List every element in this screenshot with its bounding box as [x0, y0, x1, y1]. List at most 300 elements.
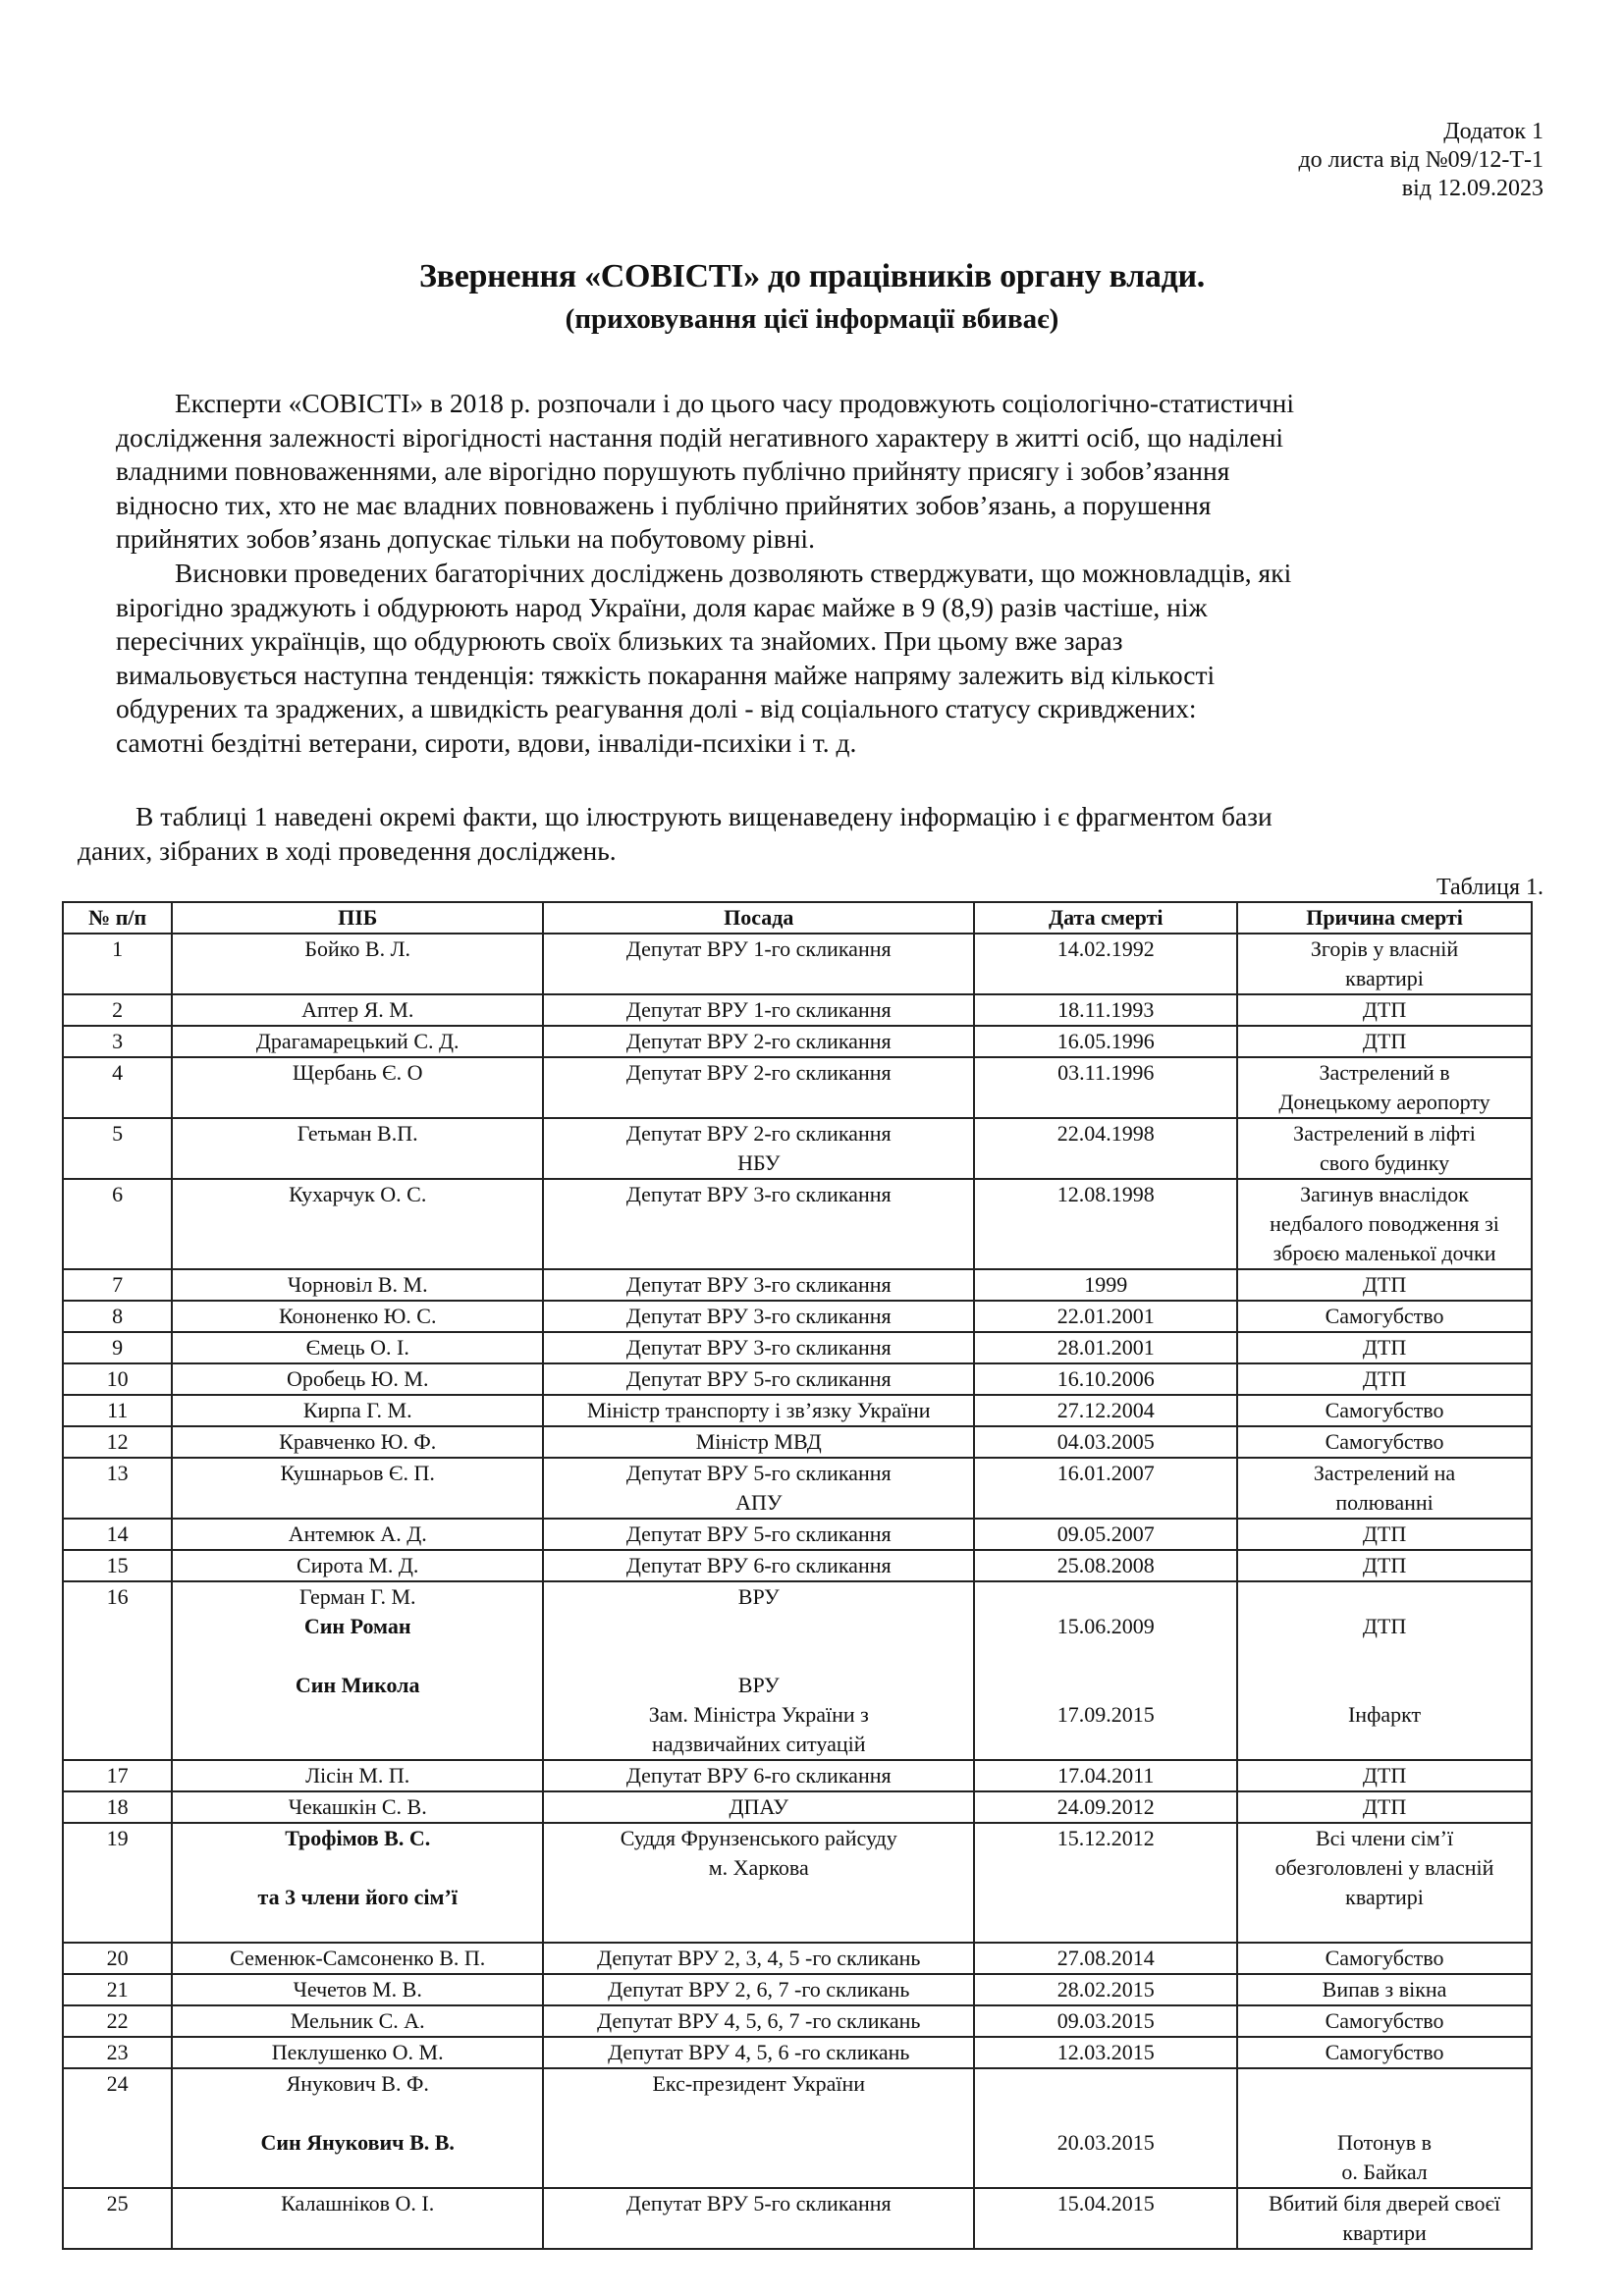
cell-position-line [548, 1641, 969, 1671]
table-row [63, 1458, 1532, 1519]
cell-position-line: Депутат ВРУ 5-го скликання [625, 2191, 892, 2216]
cell-name-line [177, 2218, 538, 2248]
cell-name [172, 1332, 543, 1363]
cell-date [974, 2037, 1237, 2068]
paragraph-line: самотні бездітні ветерани, сироти, вдови, інваліди-психіки і т. д. [116, 726, 857, 758]
cell-date-line [979, 1088, 1232, 1117]
cell-cause-line: Вбитий біля дверей своєї [1269, 2191, 1501, 2216]
cell-cause [1237, 1791, 1532, 1823]
cell-date-line [979, 2218, 1232, 2248]
cell-cause-line: Інфаркт [1347, 1702, 1422, 1727]
cell-position-line: надзвичайних ситуацій [652, 1732, 866, 1756]
paragraph-line: пересічних українців, що обдурюють своїх близьких та знайомих. При цьому вже зараз [116, 625, 1123, 656]
cell-cause-line: ДТП [1362, 1614, 1407, 1638]
cell-name-line: Драгамарецький С. Д. [255, 1029, 460, 1053]
cell-cause [1237, 1026, 1532, 1057]
table-row [63, 1974, 1532, 2005]
cell-position-line: Депутат ВРУ 2-го скликання [625, 1060, 892, 1085]
cell-name-line: Пеклушенко О. М. [271, 2040, 444, 2064]
cell-cause-line: Донецькому аеропорту [1278, 1090, 1490, 1114]
cell-name-line: Чекашкін С. В. [288, 1794, 427, 1819]
cell-position-line [548, 964, 969, 993]
cell-cause-line: квартири [1342, 2220, 1427, 2245]
cell-position-line: Депутат ВРУ 3-го скликання [625, 1335, 892, 1360]
cell-cause [1237, 2005, 1532, 2037]
cell-position [543, 1026, 974, 1057]
cell-position [543, 1332, 974, 1363]
cell-name-line [177, 1148, 538, 1178]
cell-name-line: Янукович В. Ф. [286, 2071, 429, 2096]
cell-position [543, 1426, 974, 1458]
table-row [63, 1332, 1532, 1363]
cell-name [172, 1269, 543, 1301]
cell-number [63, 1974, 172, 2005]
cell-name-line: Оробець Ю. М. [286, 1366, 429, 1391]
cell-position-line: Депутат ВРУ 6-го скликання [625, 1763, 892, 1788]
table-row [63, 934, 1532, 994]
cell-position [543, 2005, 974, 2037]
cell-position [543, 994, 974, 1026]
cell-name-line: Антемюк А. Д. [288, 1522, 427, 1546]
cell-date-line: 28.01.2001 [1056, 1335, 1155, 1360]
cell-number [63, 1118, 172, 1179]
cell-position-line [548, 1239, 969, 1268]
cell-position-line: Депутат ВРУ 3-го скликання [625, 1304, 892, 1328]
cell-name [172, 1363, 543, 1395]
cell-cause [1237, 1458, 1532, 1519]
cell-date [974, 1269, 1237, 1301]
paragraph-line: вимальовується наступна тенденція: тяжкість покарання майже напряму залежить від кількості [116, 659, 1216, 690]
cell-date-line: 1999 [1084, 1272, 1128, 1297]
cell-date [974, 1026, 1237, 1057]
cell-name-line [177, 1853, 538, 1883]
cell-number-value: 1 [112, 936, 124, 961]
table-row [63, 2188, 1532, 2249]
cell-cause-line [1242, 2099, 1527, 2128]
cell-date [974, 1363, 1237, 1395]
cell-number [63, 1026, 172, 1057]
cell-date-line: 24.09.2012 [1056, 1794, 1155, 1819]
cell-date-line: 17.04.2011 [1057, 1763, 1155, 1788]
cell-cause [1237, 1332, 1532, 1363]
cell-date [974, 1426, 1237, 1458]
cell-date-line [979, 2099, 1232, 2128]
cell-name [172, 1760, 543, 1791]
cell-cause [1237, 1943, 1532, 1974]
cell-number-value: 17 [106, 1763, 129, 1788]
table-row [63, 994, 1532, 1026]
cell-number-value: 9 [112, 1335, 124, 1360]
cell-date-line: 16.10.2006 [1056, 1366, 1155, 1391]
cell-position-line: Депутат ВРУ 4, 5, 6, 7 -го скликань [597, 2008, 921, 2033]
cell-position-line: Депутат ВРУ 2-го скликання [625, 1029, 892, 1053]
cell-name-line: Бойко В. Л. [304, 936, 410, 961]
cell-number [63, 1057, 172, 1118]
header-cause: Причина смерті [1237, 902, 1532, 934]
cell-name-line: Кононенко Ю. С. [278, 1304, 437, 1328]
cell-name-line: Кирпа Г. М. [302, 1398, 412, 1422]
cell-date-line: 17.09.2015 [1056, 1702, 1155, 1727]
cell-cause-line: Самогубство [1325, 1398, 1444, 1422]
cell-number-value: 19 [106, 1826, 129, 1850]
cell-date-line: 12.03.2015 [1056, 2040, 1155, 2064]
cell-number-value: 18 [106, 1794, 129, 1819]
cell-number [63, 934, 172, 994]
header-number: № п/п [63, 902, 172, 934]
table-row [63, 1519, 1532, 1550]
cell-position [543, 1458, 974, 1519]
cell-name [172, 1458, 543, 1519]
cell-date [974, 1943, 1237, 1974]
cell-name-line: Семенюк-Самсоненко В. П. [230, 1946, 486, 1970]
table-row [63, 2037, 1532, 2068]
cell-name [172, 1974, 543, 2005]
cell-name [172, 1426, 543, 1458]
cell-cause [1237, 1550, 1532, 1581]
cell-cause-line: Потонув в [1337, 2130, 1433, 2155]
cell-cause-line: ДТП [1362, 1522, 1407, 1546]
cell-name-line: Син Янукович В. В. [260, 2130, 455, 2155]
cell-name-line: Кравченко Ю. Ф. [279, 1429, 437, 1454]
paragraph-line: владними повноваженнями, але вірогідно порушують публічно прийняту присягу і зобов’язання [116, 455, 1230, 486]
cell-position [543, 1974, 974, 2005]
cell-name-line: Аптер Я. М. [301, 997, 414, 1022]
cell-date-line: 16.05.1996 [1056, 1029, 1155, 1053]
cell-name-line [177, 1641, 538, 1671]
cell-cause-line: обезголовлені у власній [1274, 1855, 1494, 1880]
cell-name [172, 1519, 543, 1550]
cell-position-line: НБУ [737, 1150, 781, 1175]
cell-date-line: 18.11.1993 [1057, 997, 1155, 1022]
cell-date-line: 16.01.2007 [1056, 1461, 1155, 1485]
paragraph-line: обдурених та зраджених, а швидкість реагування долі - від соціального статусу скривджених: [116, 693, 1197, 723]
cell-position [543, 1395, 974, 1426]
cell-name-line [177, 1239, 538, 1268]
cell-date [974, 1519, 1237, 1550]
cell-number [63, 1458, 172, 1519]
cell-number [63, 1519, 172, 1550]
cell-date-line: 22.04.1998 [1056, 1121, 1155, 1146]
cell-date-line: 09.05.2007 [1056, 1522, 1155, 1546]
cell-name-line [177, 1912, 538, 1942]
cell-position-line: Депутат ВРУ 5-го скликання [625, 1366, 892, 1391]
cell-name-line [177, 1730, 538, 1759]
cell-number [63, 1332, 172, 1363]
cell-date-line [979, 1912, 1232, 1942]
cell-date-line [979, 964, 1232, 993]
table-row [63, 1057, 1532, 1118]
cell-cause-line: о. Байкал [1341, 2160, 1428, 2184]
cell-position-line: Депутат ВРУ 1-го скликання [625, 997, 892, 1022]
cell-position-line [548, 2099, 969, 2128]
cell-cause-line [1242, 1730, 1527, 1759]
cell-cause-line: Випав з вікна [1322, 1977, 1447, 2002]
cell-name-line: Сирота М. Д. [297, 1553, 419, 1577]
cell-number-value: 14 [106, 1522, 129, 1546]
cell-position [543, 934, 974, 994]
cell-name [172, 934, 543, 994]
cell-name [172, 2037, 543, 2068]
table-row [63, 1026, 1532, 1057]
cell-number [63, 1791, 172, 1823]
cell-position-line: Депутат ВРУ 4, 5, 6 -го скликань [608, 2040, 910, 2064]
cell-number-value: 4 [112, 1060, 124, 1085]
cell-date-line: 04.03.2005 [1056, 1429, 1155, 1454]
cell-number-value: 12 [106, 1429, 129, 1454]
cell-number [63, 1550, 172, 1581]
cell-cause-line: Застрелений на [1313, 1461, 1456, 1485]
cell-date [974, 1458, 1237, 1519]
paragraph-experts [116, 387, 1535, 557]
cell-number-value: 10 [106, 1366, 129, 1391]
cell-number [63, 2005, 172, 2037]
cell-cause-line: ДТП [1362, 1763, 1407, 1788]
cell-date-line: 03.11.1996 [1057, 1060, 1155, 1085]
cell-cause-line [1242, 2069, 1527, 2099]
cell-name [172, 2005, 543, 2037]
cell-cause [1237, 2068, 1532, 2188]
cell-cause-line: Самогубство [1325, 1304, 1444, 1328]
cell-date-line: 27.12.2004 [1056, 1398, 1155, 1422]
cell-number [63, 2188, 172, 2249]
cell-position-line: Екс-президент України [652, 2071, 866, 2096]
cell-name-line: Син Роман [303, 1614, 411, 1638]
cell-position-line: Депутат ВРУ 2, 3, 4, 5 -го скликань [597, 1946, 921, 1970]
cell-cause-line: квартирі [1345, 1885, 1424, 1909]
cell-name [172, 1823, 543, 1943]
cell-number-value: 15 [106, 1553, 129, 1577]
cell-position [543, 1179, 974, 1269]
cell-position-line [548, 1912, 969, 1942]
cell-cause [1237, 1760, 1532, 1791]
cell-position-line: Суддя Фрунзенського райсуду [620, 1826, 897, 1850]
paragraph-line: Висновки проведених багаторічних досліджень дозволяють стверджувати, що можновладців, які [175, 558, 1292, 588]
appendix-header [1298, 118, 1543, 203]
header-name: ПІБ [172, 902, 543, 934]
cell-cause [1237, 1118, 1532, 1179]
cell-position-line [548, 2218, 969, 2248]
cell-date-line [979, 1239, 1232, 1268]
cell-cause-line: ДТП [1362, 1335, 1407, 1360]
cell-name-line [177, 1088, 538, 1117]
table-row [63, 1791, 1532, 1823]
cell-date-line: 12.08.1998 [1056, 1182, 1155, 1206]
table-header-row [63, 902, 1532, 934]
cell-position [543, 1943, 974, 1974]
cell-position-line [548, 1612, 969, 1641]
page-subtitle: (приховування цієї інформації вбиває) [565, 303, 1059, 335]
cell-name-line: Мельник С. А. [290, 2008, 425, 2033]
cell-cause [1237, 1395, 1532, 1426]
cell-cause [1237, 1179, 1532, 1269]
cell-position-line: Депутат ВРУ 1-го скликання [625, 936, 892, 961]
cell-position-line: Депутат ВРУ 3-го скликання [625, 1182, 892, 1206]
cell-cause [1237, 1057, 1532, 1118]
cell-position-line [548, 2158, 969, 2187]
cell-cause [1237, 1581, 1532, 1760]
cell-number [63, 2068, 172, 2188]
cell-name [172, 2068, 543, 2188]
paragraph-table-intro [78, 800, 1541, 868]
cell-cause-line: свого будинку [1320, 1150, 1450, 1175]
cell-number-value: 8 [112, 1304, 124, 1328]
cell-position [543, 1269, 974, 1301]
cell-name-line: Щербань Є. О [292, 1060, 423, 1085]
cell-cause [1237, 1426, 1532, 1458]
paragraph-line: вірогідно зраджують і обдурюють народ України, доля карає майже в 9 (8,9) разів частіше, ніж [116, 591, 1208, 622]
cell-cause-line: Самогубство [1325, 1946, 1444, 1970]
cell-position-line: АПУ [735, 1490, 783, 1515]
cell-number-value: 7 [112, 1272, 124, 1297]
cell-number [63, 1301, 172, 1332]
cell-number [63, 1943, 172, 1974]
cell-date [974, 994, 1237, 1026]
cell-position-line: ВРУ [737, 1673, 780, 1697]
cell-position-line: м. Харкова [708, 1855, 809, 1880]
cell-cause [1237, 994, 1532, 1026]
cell-name [172, 994, 543, 1026]
cell-name-line: Ємець О. І. [305, 1335, 409, 1360]
cell-cause-line: ДТП [1362, 1794, 1407, 1819]
cell-name-line [177, 2099, 538, 2128]
cell-name-line: Чечетов М. В. [293, 1977, 422, 2002]
table-row [63, 1550, 1532, 1581]
cell-date [974, 2188, 1237, 2249]
cell-name [172, 1179, 543, 1269]
cell-number [63, 1269, 172, 1301]
table-row [63, 1395, 1532, 1426]
cell-date-line [979, 2069, 1232, 2099]
cell-cause-line: ДТП [1362, 1029, 1407, 1053]
table-row [63, 1581, 1532, 1760]
cell-name-line [177, 2158, 538, 2187]
cell-number-value: 24 [106, 2071, 129, 2096]
cell-cause [1237, 2037, 1532, 2068]
cell-cause-line: Загинув внаслідок [1300, 1182, 1469, 1206]
cell-number-value: 22 [106, 2008, 129, 2033]
cell-name-line [177, 1488, 538, 1518]
cell-position [543, 1823, 974, 1943]
cell-position-line: Депутат ВРУ 2-го скликання [625, 1121, 892, 1146]
cell-position-line: Депутат ВРУ 6-го скликання [625, 1553, 892, 1577]
cell-number [63, 994, 172, 1026]
appendix-letter-ref: до листа від №09/12-Т-1 [1298, 147, 1543, 173]
cell-number-value: 21 [106, 1977, 129, 2002]
cell-number [63, 1363, 172, 1395]
cell-name [172, 2188, 543, 2249]
cell-position-line [548, 1209, 969, 1239]
cell-cause-line [1242, 1671, 1527, 1700]
paragraph-line: прийнятих зобов’язань допускає тільки на побутовому рівні. [116, 523, 815, 554]
cell-number-value: 3 [112, 1029, 124, 1053]
cell-cause [1237, 1519, 1532, 1550]
cell-number-value: 20 [106, 1946, 129, 1970]
cell-date-line: 15.06.2009 [1056, 1614, 1155, 1638]
table-body [63, 934, 1532, 2249]
cell-position-line: Депутат ВРУ 5-го скликання [625, 1522, 892, 1546]
cell-number [63, 1823, 172, 1943]
cell-date-line [979, 1582, 1232, 1612]
cell-position-line [548, 1883, 969, 1912]
cell-name-line: Гетьман В.П. [297, 1121, 418, 1146]
cell-name [172, 1301, 543, 1332]
cell-cause-line [1242, 1582, 1527, 1612]
cell-position-line: Міністр транспорту і зв’язку України [586, 1398, 931, 1422]
cell-date-line: 22.01.2001 [1056, 1304, 1155, 1328]
page-title: Звернення «СОВІСТІ» до працівників органу влади. [419, 258, 1205, 294]
cell-date [974, 1332, 1237, 1363]
cell-date-line [979, 1671, 1232, 1700]
header-position: Посада [543, 902, 974, 934]
paragraph-line: Експерти «СОВІСТІ» в 2018 р. розпочали і до цього часу продовжують соціологічно-статистичні [175, 388, 1294, 418]
cell-cause-line: Згорів у власній [1310, 936, 1459, 961]
table-row [63, 1179, 1532, 1269]
cell-name-line: Кушнарьов Є. П. [280, 1461, 435, 1485]
cell-position [543, 1363, 974, 1395]
cell-date [974, 1395, 1237, 1426]
cell-number-value: 2 [112, 997, 124, 1022]
cell-name [172, 1550, 543, 1581]
table-row [63, 2005, 1532, 2037]
table-row [63, 1760, 1532, 1791]
cell-position [543, 1301, 974, 1332]
cell-cause [1237, 934, 1532, 994]
cell-date-line: 28.02.2015 [1056, 1977, 1155, 2002]
cell-name [172, 1057, 543, 1118]
cell-number-value: 16 [106, 1584, 129, 1609]
cell-cause-line [1242, 1641, 1527, 1671]
cell-number [63, 1581, 172, 1760]
cell-position [543, 1519, 974, 1550]
cell-number [63, 2037, 172, 2068]
cell-position [543, 1760, 974, 1791]
paragraph-line: даних, зібраних в ході проведення досліджень. [78, 834, 617, 866]
cell-position-line: ВРУ [737, 1584, 780, 1609]
cell-date-line: 25.08.2008 [1056, 1553, 1155, 1577]
cell-position-line: Міністр МВД [695, 1429, 822, 1454]
cell-position-line: Депутат ВРУ 2, 6, 7 -го скликань [608, 1977, 910, 2002]
cell-name-line: Калашніков О. І. [281, 2191, 435, 2216]
paragraph-line: відносно тих, хто не має владних повноважень і публічно прийнятих зобов’язань, а порушення [116, 489, 1212, 520]
cell-date [974, 1118, 1237, 1179]
cell-position-line: ДПАУ [729, 1794, 788, 1819]
cell-number [63, 1179, 172, 1269]
cell-date-line [979, 1148, 1232, 1178]
cell-date-line [979, 1853, 1232, 1883]
cell-name-line: Лісін М. П. [305, 1763, 410, 1788]
cell-date [974, 1823, 1237, 1943]
cell-date [974, 2005, 1237, 2037]
cell-date-line [979, 2158, 1232, 2187]
cell-date-line: 09.03.2015 [1056, 2008, 1155, 2033]
paragraph-conclusions [116, 557, 1535, 760]
table-row [63, 1118, 1532, 1179]
table-row [63, 1823, 1532, 1943]
cell-date [974, 1550, 1237, 1581]
cell-name-line: Чорновіл В. М. [287, 1272, 428, 1297]
cell-date-line [979, 1209, 1232, 1239]
cell-cause [1237, 1974, 1532, 2005]
paragraph-line: В таблиці 1 наведені окремі факти, що ілюструють вищенаведену інформацію і є фрагментом бази [135, 801, 1272, 831]
table-row [63, 2068, 1532, 2188]
cell-name-line: Кухарчук О. С. [289, 1182, 427, 1206]
header-date: Дата смерті [974, 902, 1237, 934]
cell-cause-line: зброєю маленької дочки [1272, 1241, 1496, 1265]
cell-date-line: 27.08.2014 [1056, 1946, 1155, 1970]
cell-date [974, 1057, 1237, 1118]
cell-number-value: 6 [112, 1182, 124, 1206]
cell-cause-line: ДТП [1362, 1366, 1407, 1391]
